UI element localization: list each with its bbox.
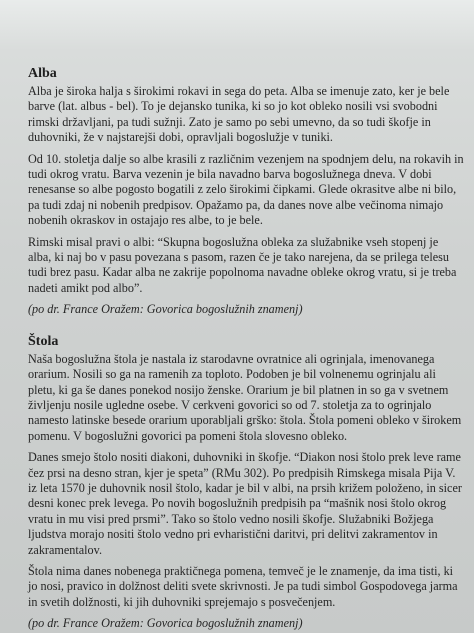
paragraph: Od 10. stoletja dalje so albe krasili z različnim vezenjem na spodnjem delu, na rokavih in tudi okrog vratu. Barva vezenin je bila navadno barva bogoslužnega dneva. V dobi renesanse so albe pogosto bogatili z zelo širokimi čipkami. Glede okrasitve albe ni bilo, pa tudi zdaj ni nobenih predpisov. Opažamo pa, da danes nove albe večinoma nimajo nobenih okraskov in ostajajo res albe, to je bele.: [28, 151, 464, 228]
paragraph: Rimski misal pravi o albi: “Skupna bogoslužna obleka za služabnike vseh stopenj je alba, ki naj bo v pasu povezana s pasom, razen če je tako narejena, da se prilega telesu tudi brez pasu. Kadar alba ne zakrije popolnoma navadne obleke okrog vratu, si je treba nadeti amikt pod albo”.: [28, 234, 457, 295]
section-title-alba: Alba: [28, 66, 57, 81]
section-alba: [28, 66, 464, 318]
paragraph: Alba je široka halja s širokimi rokavi in sega do peta. Alba se imenuje zato, ker je bele barve (lat. albus - bel). To je dejansko tunika, ki so jo kot obleko nosili vsi svobodni rimski državljani, pa tudi sužnji. Zato je samo po sebi umevno, da so tudi škofje in duhovniki, že v najstarejši dobi, opravljali bogoslužje v tuniki.: [28, 84, 450, 145]
section-stola: [28, 334, 464, 632]
paragraph: Štola nima danes nobenega praktičnega pomena, temveč je le znamenje, da ima tisti, ki jo nosi, pravico in dolžnost deliti svete skrivnosti. Je pa tudi simbol Gospodovega jarma in svetih dolžnosti, ki jih duhovniki sprejemajo s posvečenjem.: [28, 563, 458, 609]
paragraph: Danes smejo štolo nositi diakoni, duhovniki in škofje. “Diakon nosi štolo prek leve rame čez prsi na desno stran, kjer je speta” (RMu 302). Po predpisih Rimskega misala Pija V. iz leta 1570 je duhovnik nosil štolo, kadar je bil v albi, na prsih križem položeno, in sicer desni konec prek levega. Po novih bogoslužnih predpisih pa “mašnik nosi štolo okrog vratu in mu visi pred prsmi”. Tako so štolo vedno nosili škofje. Služabniki Božjega ljudstva morajo nositi štolo vedno pri evharistični daritvi, pri delitvi zakramentov in zakramentalov.: [28, 450, 462, 557]
citation: (po dr. France Oražem: Govorica bogoslužnih znamenj): [28, 302, 303, 317]
paragraph: Naša bogoslužna štola je nastala iz starodavne ovratnice ali ogrinjala, imenovanega orarium. Nosili so ga na ramenih za toploto. Podoben je bil volnenemu ogrinjalu ali pletu, ki ga še danes ponekod nosijo ženske. Orarium je bil platnen in so ga v svetnem življenju nosile ugledne osebe. V cerkveni govorici so od 7. stoletja za to ogrinjalo namesto latinske besede orarium uporabljali grško: štola. Štola pomeni obleko v širokem pomenu. V bogoslužni govorici pa pomeni štola slovesno obleko.: [28, 351, 462, 443]
section-title-stola: Štola: [28, 333, 59, 349]
citation: (po dr. France Oražem: Govorica bogoslužnih znamenj): [28, 616, 303, 631]
